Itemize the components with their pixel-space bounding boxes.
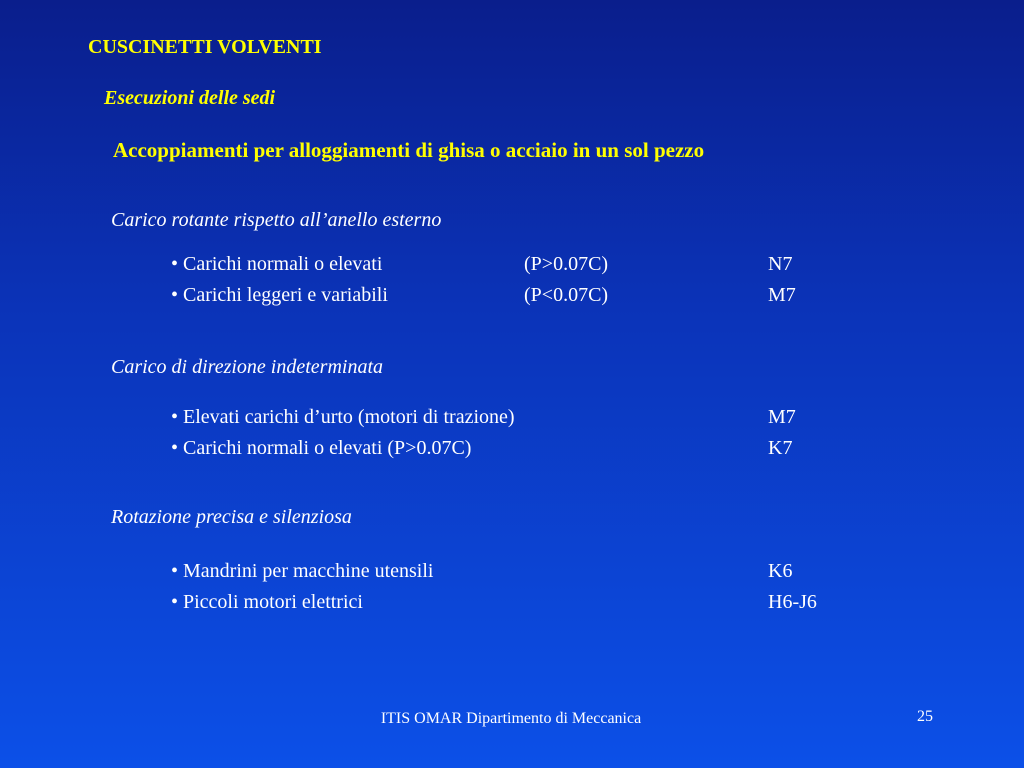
list-item (171, 591, 871, 617)
item-value: N7 (768, 253, 793, 275)
section-title-rotating-load: Carico rotante rispetto all’anello esterno (111, 209, 442, 231)
slide-subtitle: Esecuzioni delle sedi (104, 87, 276, 109)
list-item (171, 284, 871, 310)
section-title-precise-rotation: Rotazione precisa e silenziosa (111, 506, 352, 528)
item-value: M7 (768, 284, 796, 306)
list-item (171, 406, 871, 432)
item-condition: (P<0.07C) (524, 284, 609, 306)
slide-title: CUSCINETTI VOLVENTI (88, 36, 322, 58)
item-text: • Mandrini per macchine utensili (171, 560, 434, 582)
slide-footer: ITIS OMAR Dipartimento di Meccanica (380, 710, 642, 727)
list-item (171, 437, 871, 463)
item-text: • Carichi normali o elevati (P>0.07C) (171, 437, 472, 459)
item-condition: (P>0.07C) (524, 253, 609, 275)
list-item (171, 253, 871, 279)
item-value: K6 (768, 560, 793, 582)
section-title-indeterminate-load: Carico di direzione indeterminata (111, 356, 384, 378)
item-text: • Piccoli motori elettrici (171, 591, 363, 613)
page-number: 25 (917, 708, 933, 725)
item-text: • Elevati carichi d’urto (motori di trazione) (171, 406, 515, 428)
slide-heading: Accoppiamenti per alloggiamenti di ghisa o acciaio in un sol pezzo (113, 138, 705, 162)
item-text: • Carichi leggeri e variabili (171, 284, 388, 306)
item-value: K7 (768, 437, 793, 459)
item-text: • Carichi normali o elevati (171, 253, 383, 275)
list-item (171, 560, 871, 586)
item-value: H6-J6 (768, 591, 817, 613)
item-value: M7 (768, 406, 796, 428)
